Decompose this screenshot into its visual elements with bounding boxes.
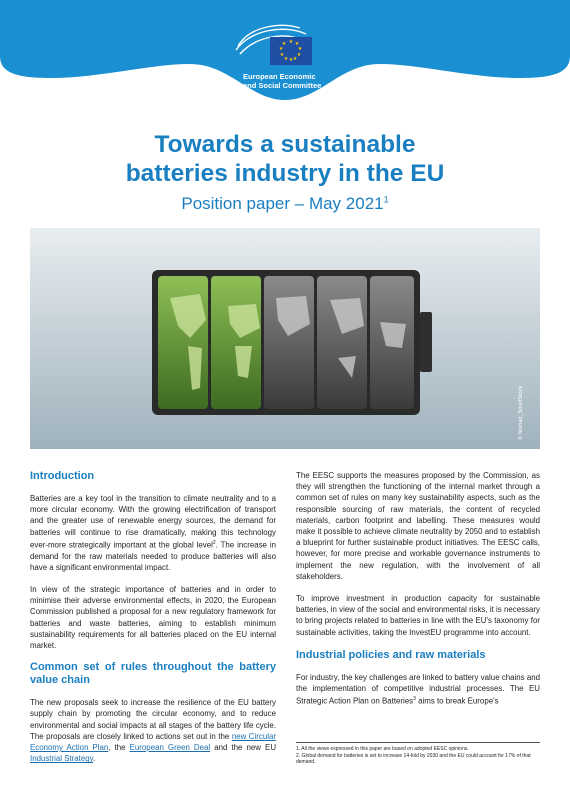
org-name: European Economic and Social Committee	[243, 72, 322, 90]
svg-text:★: ★	[283, 56, 289, 62]
rules-paragraph: The new proposals seek to increase the resilience of the EU battery supply chain by promoting the circular economy, and to reduce environmental and social impacts at all stages of the battery life cycle. The proposals are closely linked to actions set out in the new Circular Economy Action Plan, the European Green Deal and the new EU Industrial Strategy.	[30, 698, 277, 764]
image-credit: © Nomad_Soul/IStock	[518, 385, 524, 440]
industrial-heading: Industrial policies and raw materials	[296, 648, 486, 661]
svg-text:★: ★	[281, 41, 287, 47]
intro-paragraph-2: In view of the strategic importance of batteries and in order to minimise their adverse environmental effects, in 2020, the European Commission published a proposal for a new regulatory framework for batteries and waste batteries, aiming to establish minimum sustainability requirements for all batteries placed on the EU internal market.	[30, 585, 276, 651]
intro-paragraph-1: Batteries are a key tool in the transition to climate neutrality and to a more circular economy. With the growing electrification of transport and the greater use of renewable energy sources, the demand for batteries will continue to rise dramatically, making this technology ever-more strategically important at the global level$^2$. The increase in demand for the raw materials needed to produce batteries will also have a significant environmental impact.	[30, 494, 276, 572]
green-deal-link[interactable]: European Green Deal	[129, 743, 211, 753]
svg-text:★: ★	[292, 56, 298, 62]
right-paragraph-3: For industry, the key challenges are linked to battery value chains and the implementation of competitive industrial processes. The EU Strategic Action Plan on Batteries$^3$ aims to break Europe's	[296, 672, 540, 706]
left-column	[30, 470, 276, 764]
industrial-strategy-link[interactable]: Industrial Strategy	[30, 754, 94, 764]
svg-text:★: ★	[297, 46, 303, 52]
right-paragraph-2: To improve investment in production capacity for sustainable batteries, in view of the social and environmental risks, it is necessary to bring projects related to batteries in line with the EU's taxonomy for sustainable activities, taking the InvestEU programme into account.	[296, 594, 540, 637]
battery-world-map-image	[30, 228, 540, 449]
page-subtitle: Position paper – May 2021$^1$	[181, 194, 389, 213]
circular-economy-link[interactable]: new Circular Economy Action Plan	[30, 731, 276, 753]
svg-text:★: ★	[288, 39, 294, 45]
svg-text:★: ★	[296, 52, 302, 58]
footnote-2: 2. Global demand for batteries is set to increase 14-fold by 2030 and the EU could account for 17% of that demand.	[296, 752, 531, 766]
svg-text:★: ★	[294, 41, 300, 47]
footnotes	[296, 742, 540, 766]
svg-text:★: ★	[288, 57, 294, 63]
right-paragraph-1: The EESC supports the measures proposed by the Commission, as they will strengthen the functioning of the internal market through a common set of rules on many key sustainability aspects, such as the responsible sourcing of raw materials, the content of recycled materials, carbon footprint and labelling. These measures would make it possible to achieve climate neutrality by 2050 and to establish a blueprint for further sustainable product initiatives. The EESC calls, however, for more precise and workable governance instruments to implement the new regulation, with the involvement of all stakeholders.	[296, 471, 540, 581]
intro-heading: Introduction	[30, 470, 95, 482]
svg-text:★: ★	[278, 46, 284, 52]
footnote-1: 1. All the views expressed in this paper are based on adopted EESC opinions.	[296, 746, 469, 752]
right-column	[296, 470, 540, 707]
page-title: Towards a sustainable batteries industry in the EU	[125, 131, 445, 187]
rules-heading: Common set of rules throughout the battery value chain	[30, 661, 276, 687]
svg-text:★: ★	[279, 52, 285, 58]
